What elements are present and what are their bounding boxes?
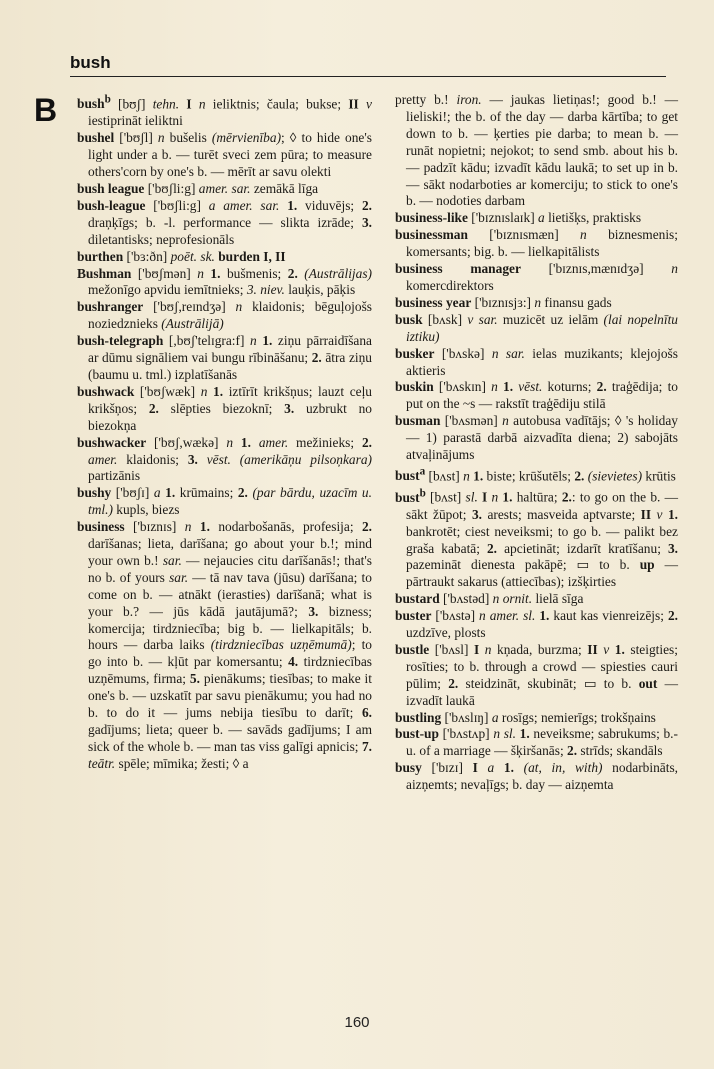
dictionary-entry: business ['bɪznɪs] n 1. nodarbošanās, profesija; 2. darīšanas; lieta, darīšana; go about your b.!; mind your own b.! sar. — nejaucies citu darīšanās!; that's no b. of yours sar. — tā nav tava (jūsu) darīšana; to come on b. — atnākt (ierasties) darīšanā; what is your b.? — jūs kādā jautājumā?; 3. bizness; komercija; tirdzniecība; big b. — lielkapitāls; b. hours — darba laiks (tirdzniecības uzņēmumā); to go into b. — kļūt par komersantu; 4. tirdzniecības uzņēmums, firma; 5. pienākums; tiesības; to make it one's b. — uzskatīt par savu pienākumu; you had no b. to do it — jums nebija tiesību to darīt; 6. gadījums; lieta; queer b. — savāds gadījums; I am sick of the whole b. — man tas viss galīgi apnicis; 7. teātr. spēle; mīmika; žesti; ◊ a (77, 519, 373, 771)
dictionary-entry: buster ['bʌstə] n amer. sl. 1. kaut kas vienreizējs; 2. uzdzīve, plosts (395, 608, 678, 641)
running-head: bush (70, 53, 111, 72)
dictionary-entry: burthen ['bɜ:ðn] poēt. sk. burden I, II (77, 248, 286, 264)
left-column (77, 92, 372, 773)
right-column (395, 92, 678, 794)
dictionary-entry: business year ['bɪznɪsjɜ:] n finansu gads (395, 294, 612, 310)
dictionary-entry: bushwack ['bʊʃwæk] n 1. iztīrīt krikšņus; lauzt ceļu krikšņos; 2. slēpties biezoknī; 3. uzbrukt no biezokņa (77, 383, 372, 433)
dictionary-entry: bush-league ['bʊʃli:g] a amer. sar. 1. viduvējs; 2. draņķīgs; b. -l. performance — slikta izrāde; 3. diletantisks; neprofesionāls (77, 197, 372, 247)
dictionary-entry: bustling ['bʌslɪŋ] a rosīgs; nemierīgs; trokšņains (395, 709, 656, 725)
dictionary-entry: busker ['bʌskə] n sar. ielas muzikants; klejojošs aktieris (395, 345, 678, 378)
dictionary-entry: bushranger ['bʊʃ,reɪndʒə] n klaidonis; bēguļojošs noziedznieks (Austrālijā) (77, 299, 373, 332)
dictionary-entry: busk [bʌsk] v sar. muzicēt uz ielām (lai nopelnītu iztiku) (395, 311, 678, 344)
dictionary-entry: bush league ['bʊʃli:g] amer. sar. zemākā līga (77, 181, 319, 196)
dictionary-entry: buskin ['bʌskɪn] n 1. vēst. koturns; 2. traģēdija; to put on the ~s — rakstīt traģēdiju stilā (395, 379, 678, 412)
dictionary-entry: pretty b.! iron. — jaukas lietiņas!; good b.! — lieliski!; the b. of the day — darba kārtība; to get down to b. — ķerties pie darba; to mean b. — runāt nopietni; nejokot; to send smb. about his b. — padzīt kādu; izvadīt kādu laukā; to set up in b. — sākt nodarboties ar komerciju; to stick to one's b. — nodoties darbam (395, 92, 679, 209)
dictionary-entry: businessman ['bɪznɪsmæn] n biznesmenis; komersants; big. b. — lielkapitālists (395, 227, 678, 260)
header-rule (70, 76, 666, 77)
dictionary-entry: bustard ['bʌstəd] n ornit. lielā sīga (395, 591, 584, 607)
dictionary-entry: bush-telegraph [,bʊʃ'telɪgra:f] n 1. ziņu pārraidīšana ar dūmu signāliem vai bungu rībināšanu; 2. ātra ziņu (baumu u. tml.) izplatīšanās (77, 333, 372, 382)
dictionary-entry: bust-up ['bʌstʌp] n sl. 1. neveiksme; sabrukums; b.-u. of a marriage — šķiršanās; 2. strīds; skandāls (395, 726, 678, 759)
dictionary-entry: bust$^a$ [bʌst] n 1. biste; krūšutēls; 2. (sievietes) krūtis (395, 465, 676, 484)
dictionary-entry: bushel ['bʊʃl] n bušelis (mērvienība); ◊ to hide one's light under a b. — turēt sveci zem pūra; to measure others'corn by one's b. — mērīt ar savu olekti (77, 130, 372, 180)
dictionary-entry: bust$^b$ [bʌst] sl. I n 1. haltūra; 2.: to go on the b. — sākt žūpot; 3. arests; masveida aptvarste; II v 1. bankrotēt; ciest neveiksmi; to go b. — palikt bez graša kabatā; 2. apcietināt; izdarīt kratīšanu; 3. pazemināt dienesta pakāpē; ▭ to b. up — pārtraukt sakarus (attiecības); izšķirties (395, 487, 678, 590)
thumb-index-letter: B (34, 92, 58, 128)
dictionary-entry: Bushman ['bʊʃmən] n 1. bušmenis; 2. (Austrālijas) mežonīgo apvidu iemītnieks; 3. niev. lauķis, pāķis (77, 265, 372, 298)
dictionary-entry: bush$^b$ [bʊʃ] tehn. I n ieliktnis; čaula; bukse; II v iestiprināt ieliktni (77, 94, 372, 129)
page-number: 160 (344, 1014, 370, 1031)
dictionary-entry: business-like ['bɪznɪslaɪk] a lietišķs, praktisks (395, 210, 642, 226)
dictionary-entry: bushwacker ['bʊʃ,wækə] n 1. amer. mežinieks; 2. amer. klaidonis; 3. vēst. (amerikāņu pilsoņkara) partizānis (77, 434, 372, 484)
dictionary-entry: busy ['bɪzɪ] I a 1. (at, in, with) nodarbināts, aizņemts; nevaļīgs; b. day — aizņemta (395, 760, 678, 793)
dictionary-entry: busman ['bʌsmən] n autobusa vadītājs; ◊ 's holiday — 1) parastā darbā aizvadīta diena; 2) sabojāts atvaļinājums (395, 413, 678, 463)
dictionary-entry: business manager ['bɪznɪs,mænɪdʒə] n komercdirektors (395, 261, 678, 293)
dictionary-entry: bustle ['bʌsl] I n kņada, burzma; II v 1. steigties; rosīties; to b. through a crowd — spiesties cauri pūlim; 2. steidzināt, skubināt; ▭ to b. out — izvadīt laukā (395, 641, 678, 708)
dictionary-entry: bushy ['bʊʃɪ] a 1. krūmains; 2. (par bārdu, uzacīm u. tml.) kupls, biezs (77, 485, 372, 518)
